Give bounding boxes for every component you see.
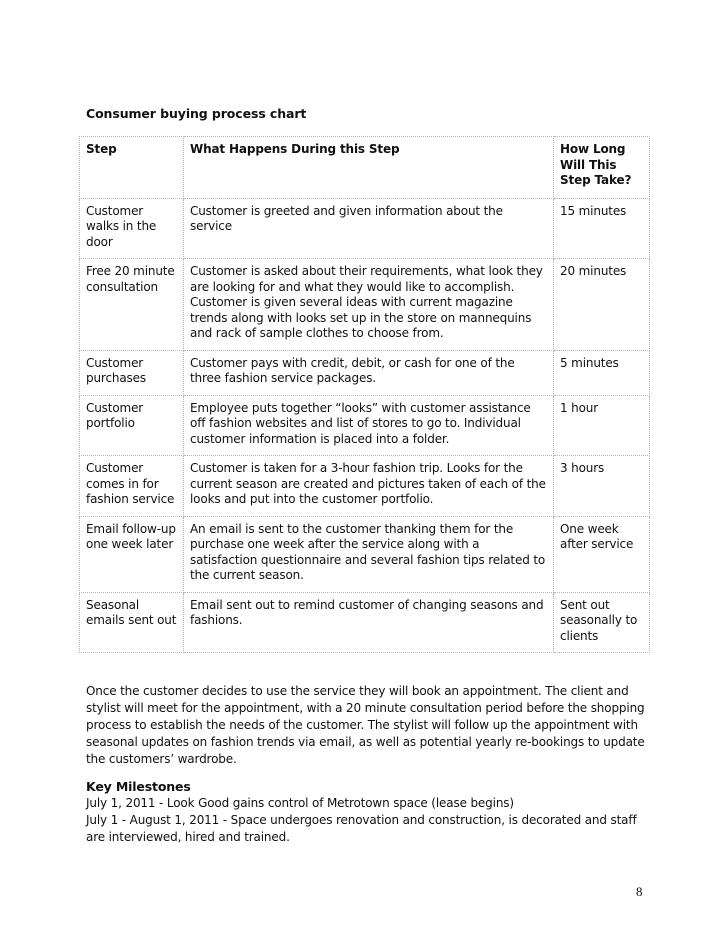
step-cell: Customer comes in for fashion service [80, 456, 184, 517]
duration-cell: Sent out seasonally to clients [554, 592, 650, 653]
milestone-item: July 1, 2011 - Look Good gains control of Metrotown space (lease begins) [86, 796, 514, 810]
duration-cell: 3 hours [554, 456, 650, 517]
key-milestones-section [86, 778, 646, 846]
duration-cell: 15 minutes [554, 198, 650, 259]
description-cell: Customer is asked about their requirements, what look they are looking for and what they would like to accomplish. Customer is given several ideas with current magazine trends along with looks set up in the store on mannequins and rack of sample clothes to choose from. [184, 259, 554, 351]
duration-cell: 5 minutes [554, 350, 650, 395]
step-cell: Customer walks in the door [80, 198, 184, 259]
body-paragraph: Once the customer decides to use the service they will book an appointment. The client and stylist will meet for the appointment, with a 20 minute consultation period before the shopping process to establish the needs of the customer. The stylist will follow up the appointment with seasonal updates on fashion trends via email, as well as potential yearly re-bookings to update the customers’ wardrobe. [86, 684, 645, 766]
chart-title: Consumer buying process chart [86, 106, 307, 121]
column-header-step: Step [80, 137, 184, 199]
description-cell: Customer pays with credit, debit, or cash for one of the three fashion service packages. [184, 350, 554, 395]
table-row [80, 592, 650, 653]
description-cell: An email is sent to the customer thanking them for the purchase one week after the service along with a satisfaction questionnaire and several fashion tips related to the current season. [184, 516, 554, 592]
table-row [80, 456, 650, 517]
description-cell: Customer is greeted and given information about the service [184, 198, 554, 259]
description-cell: Customer is taken for a 3-hour fashion trip. Looks for the current season are created and pictures taken of each of the looks and put into the customer portfolio. [184, 456, 554, 517]
page-number: 8 [636, 884, 643, 899]
table-row [80, 259, 650, 351]
table-row [80, 516, 650, 592]
duration-cell: 1 hour [554, 395, 650, 456]
table-row [80, 395, 650, 456]
duration-cell: 20 minutes [554, 259, 650, 351]
description-cell: Employee puts together “looks” with customer assistance off fashion websites and list of stores to go to. Individual customer information is placed into a folder. [184, 395, 554, 456]
step-cell: Customer purchases [80, 350, 184, 395]
milestone-item: July 1 - August 1, 2011 - Space undergoes renovation and construction, is decorated and staff are interviewed, hired and trained. [86, 813, 637, 844]
table-row [80, 350, 650, 395]
step-cell: Seasonal emails sent out [80, 592, 184, 653]
step-cell: Customer portfolio [80, 395, 184, 456]
duration-cell: One week after service [554, 516, 650, 592]
description-cell: Email sent out to remind customer of changing seasons and fashions. [184, 592, 554, 653]
step-cell: Free 20 minute consultation [80, 259, 184, 351]
column-header-how-long: How Long Will This Step Take? [554, 137, 650, 199]
step-cell: Email follow-up one week later [80, 516, 184, 592]
table-row [80, 198, 650, 259]
table-header-row [80, 137, 650, 199]
process-table [79, 136, 650, 653]
milestones-heading: Key Milestones [86, 779, 191, 794]
column-header-what-happens: What Happens During this Step [184, 137, 554, 199]
